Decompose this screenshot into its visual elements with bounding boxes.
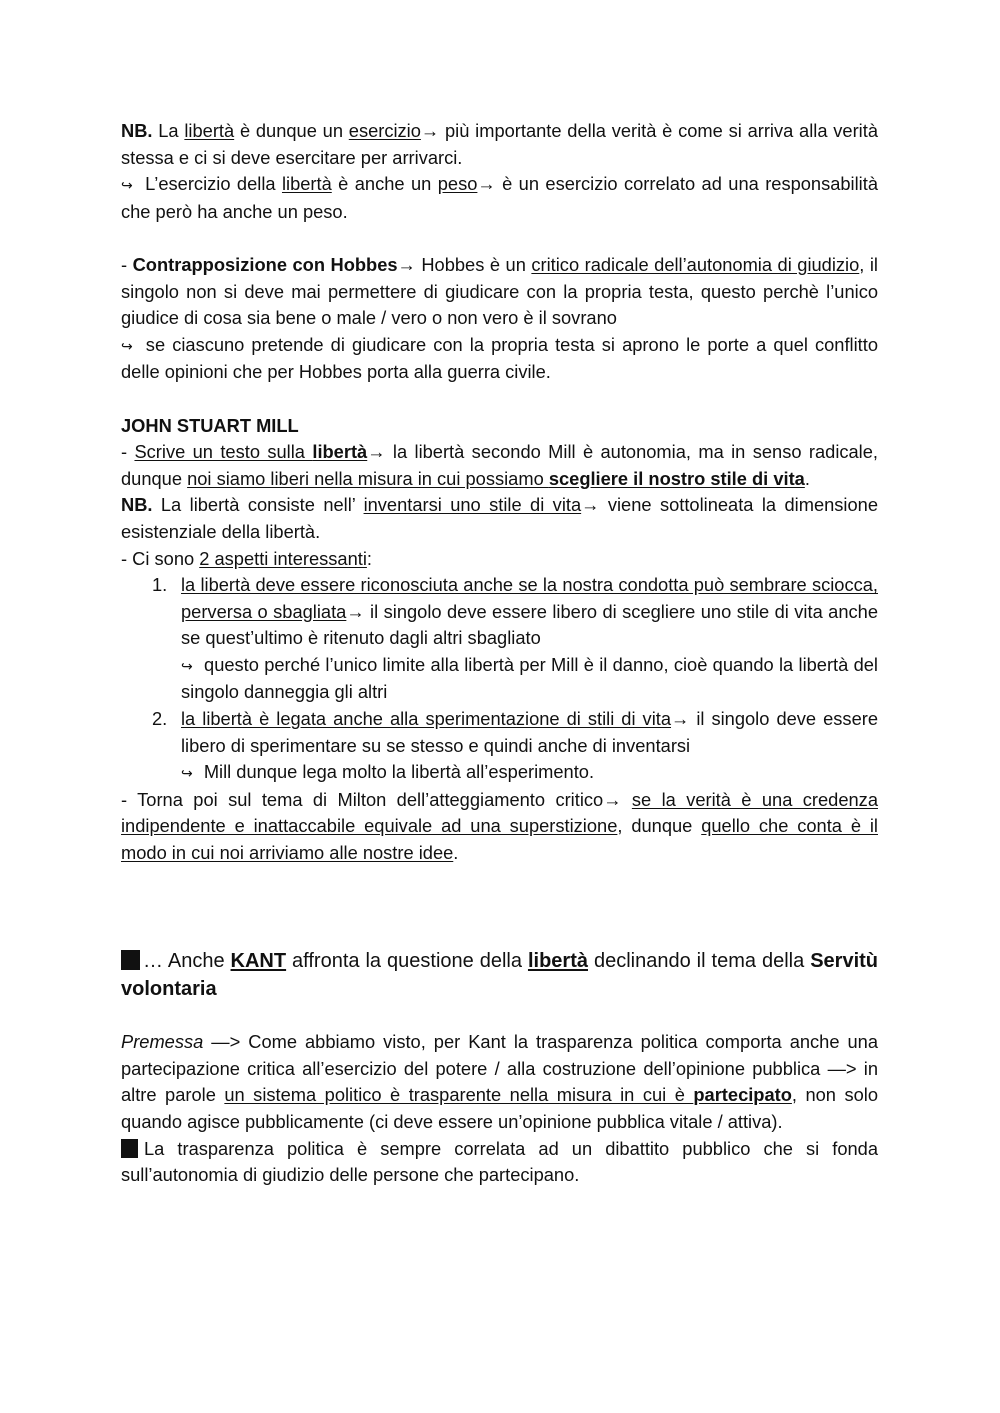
text: → il singolo deve essere libero di sperimentare su se stesso e quindi anche di inventarsi [181, 708, 878, 756]
italic-label: Premessa [121, 1031, 204, 1053]
text: è anche un [331, 173, 438, 195]
hook-arrow-icon: ↪ [121, 337, 133, 354]
underlined-text: la libertà è legata anche alla sperimentazione di stili di vita [181, 708, 672, 730]
text: La libertà consiste nell’ [152, 494, 364, 516]
underlined-text: un sistema politico è trasparente nella misura in cui è [224, 1084, 694, 1106]
text: questo perché l’unico limite alla libertà per Mill è il danno, cioè quando la libertà del singolo danneggia gli altri [181, 653, 878, 703]
underlined-text: 2 aspetti interessanti [199, 547, 367, 569]
mill-nb-paragraph [121, 492, 878, 545]
text: → viene sottolineata la dimensione esistenziale della libertà. [121, 494, 878, 542]
text: : [366, 547, 373, 569]
text: - [121, 253, 133, 275]
nb-label: NB. [121, 120, 153, 141]
hook-arrow-icon: ↪ [181, 657, 193, 674]
text: → più importante della verità è come si arriva alla verità stessa e ci si deve esercitare per arrivarci. [121, 120, 878, 168]
text: … Anche [143, 949, 231, 972]
underlined-term: libertà [281, 173, 332, 195]
mill-heading [121, 413, 878, 440]
text: → la libertà secondo Mill è autonomia, ma in senso radicale, dunque [121, 441, 878, 489]
text: declinando il tema della [588, 949, 811, 972]
underlined-term: critico radicale dell’autonomia di giudizio [531, 253, 860, 275]
text: Mill dunque lega molto la libertà all’esperimento. [198, 761, 595, 783]
aspects-paragraph [121, 546, 878, 573]
black-square-icon [121, 1139, 138, 1158]
text: , dunque [617, 815, 702, 837]
underlined-text: la libertà deve essere riconosciuta anche se la nostra condotta può sembrare sciocca, perversa o sbagliata [181, 574, 878, 622]
final-paragraph [121, 1136, 878, 1189]
milton-paragraph [121, 787, 878, 867]
text: è dunque un [234, 120, 349, 141]
text: —> Come abbiamo visto, per Kant la trasparenza politica comporta anche una partecipazione critica all’esercizio del potere / alla costruzione dell’opinione pubblica —> in altre parole [121, 1031, 878, 1106]
bold-term: partecipato [693, 1084, 792, 1106]
text: → è un esercizio correlato ad una responsabilità che però ha anche un peso. [121, 173, 878, 222]
mill-paragraph-1 [121, 439, 878, 492]
underlined-text: se la verità è una credenza indipendente e inattaccabile equivale ad una superstizione [121, 788, 878, 837]
bold-term: libertà [527, 949, 588, 972]
nb-label: NB. [121, 494, 153, 516]
underlined-term: esercizio [348, 120, 421, 141]
hook-paragraph [121, 332, 878, 386]
premessa-paragraph [121, 1029, 878, 1135]
spacer [121, 225, 878, 252]
list-number: 1. [152, 574, 168, 596]
bold-term: libertà [312, 441, 368, 463]
black-square-icon [121, 950, 140, 970]
bold-term: scegliere il nostro stile di vita [548, 467, 805, 489]
text: affronta la questione della [286, 949, 528, 972]
section-title: Contrapposizione con Hobbes [132, 253, 398, 275]
text: → Hobbes è un [397, 253, 532, 275]
spacer [121, 1003, 878, 1030]
list-item [121, 706, 878, 787]
text: , il singolo non si deve mai permettere di giudicare con la propria testa, questo perchè l’unico giudice di cosa sia bene o male / vero o non vero è il sovrano [121, 253, 878, 329]
text: - [121, 441, 135, 463]
bold-term: Servitù volontaria [121, 949, 879, 1000]
text: La [152, 120, 185, 141]
text: → il singolo deve essere libero di scegliere uno stile di vita anche se quest’ultimo è ritenuto dagli altri sbagliato [181, 600, 878, 649]
hook-arrow-icon: ↪ [181, 765, 193, 782]
hook-arrow-icon: ↪ [121, 177, 133, 194]
underlined-text: Scrive un testo sulla [134, 441, 313, 463]
hobbes-paragraph [121, 252, 878, 332]
heading-text: JOHN STUART MILL [121, 414, 299, 436]
underlined-term: peso [437, 173, 478, 195]
document-page [121, 118, 878, 1189]
nb-paragraph [121, 118, 878, 171]
bold-term: KANT [230, 949, 287, 972]
hook-paragraph [121, 171, 878, 225]
underlined-term: libertà [184, 120, 235, 141]
text: L’esercizio della [138, 173, 282, 195]
text: . [453, 842, 459, 864]
text: se ciascuno pretende di giudicare con la propria testa si aprono le porte a quel conflitto delle opinioni che per Hobbes porta alla guerra civile. [121, 333, 878, 383]
text: . [804, 467, 810, 489]
text: - Ci sono [121, 547, 200, 569]
text: La trasparenza politica è sempre correlata ad un dibattito pubblico che si fonda sull’autonomia di giudizio delle persone che partecipano. [121, 1137, 878, 1186]
underlined-text: noi siamo liberi nella misura in cui possiamo [187, 467, 549, 489]
spacer [121, 386, 878, 413]
kant-heading-paragraph [121, 947, 878, 1003]
underlined-text: inventarsi uno stile di vita [363, 494, 582, 516]
text: - Torna poi sul tema di Milton dell’atteggiamento critico→ [121, 788, 632, 810]
aspects-list [121, 572, 878, 787]
list-item [121, 572, 878, 706]
text: , non solo quando agisce pubblicamente (ci deve essere un’opinione pubblica vitale / attiva). [121, 1084, 878, 1132]
underlined-text: quello che conta è il modo in cui noi arriviamo alle nostre idee [121, 815, 878, 864]
spacer [121, 867, 878, 947]
list-number: 2. [152, 708, 168, 730]
